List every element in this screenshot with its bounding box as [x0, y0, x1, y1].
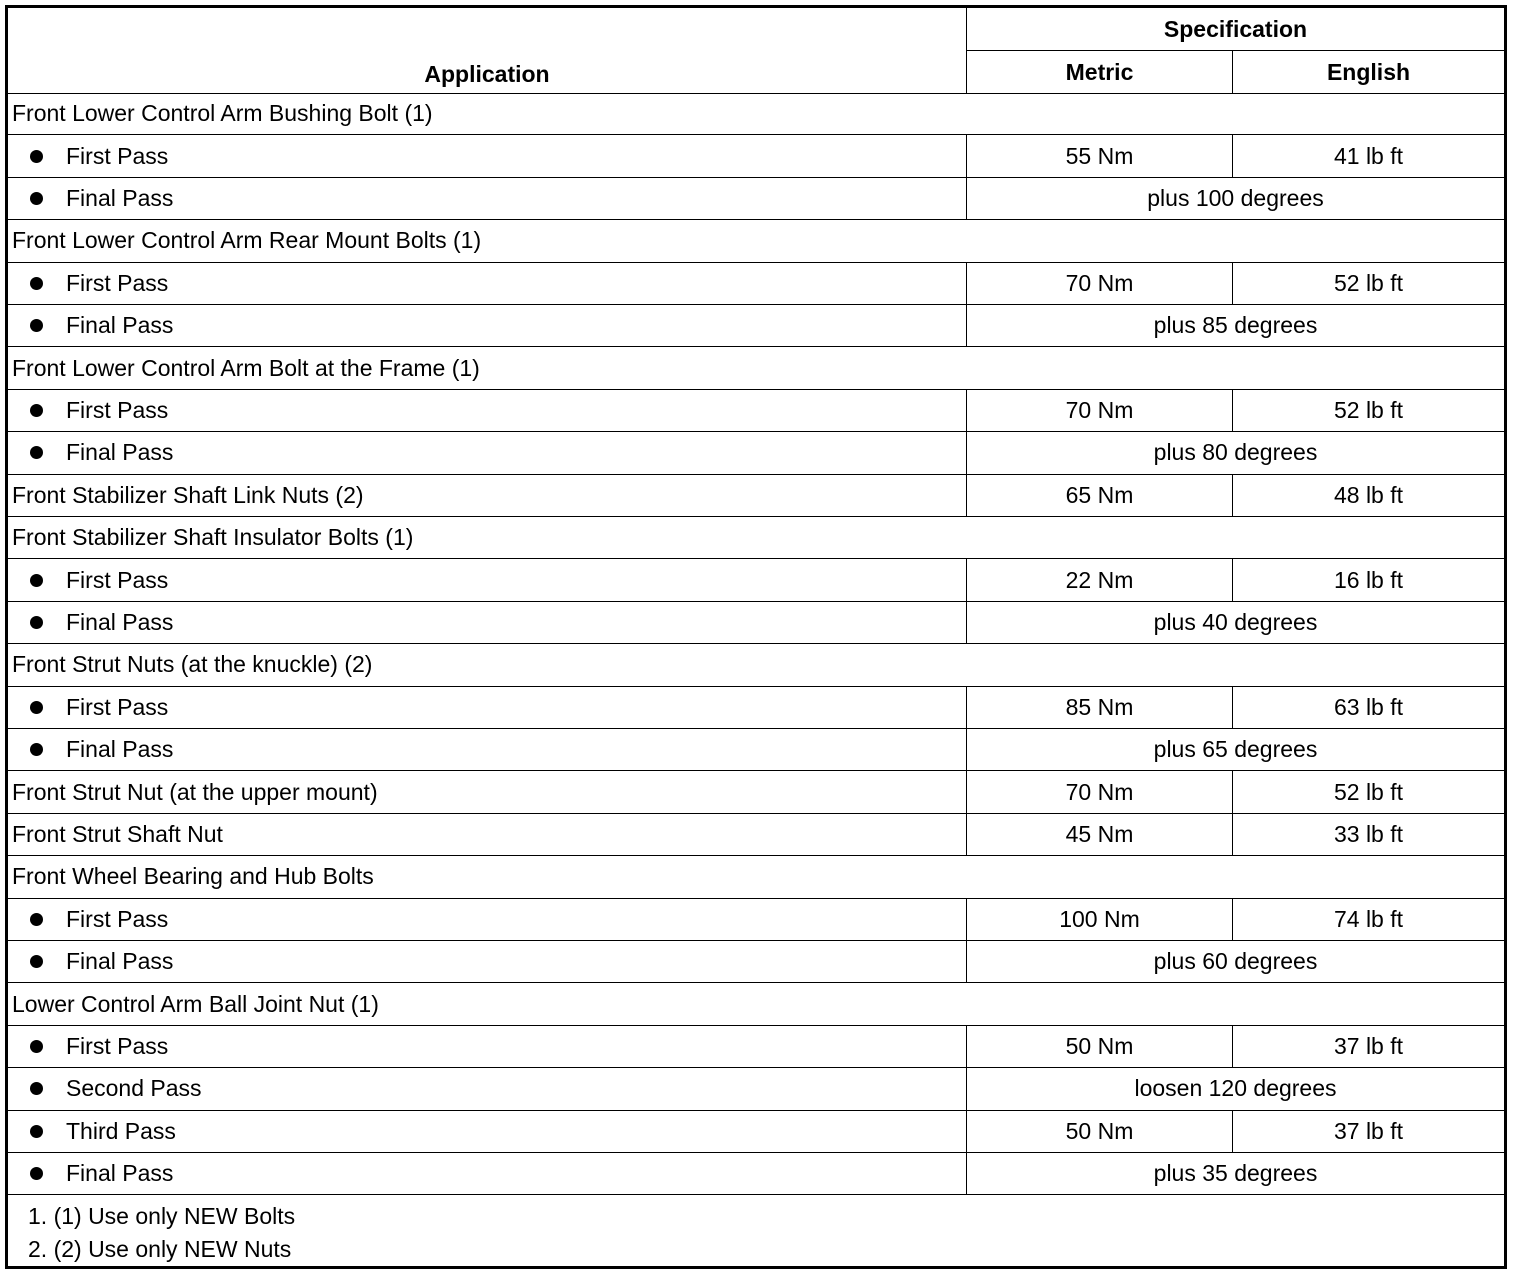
- bullet-icon: [30, 913, 43, 926]
- bullet-icon: [30, 404, 43, 417]
- application-label: First Pass: [66, 396, 169, 423]
- table-row: [8, 475, 1504, 517]
- application-label: Front Strut Shaft Nut: [12, 820, 223, 847]
- application-label: Second Pass: [66, 1075, 202, 1102]
- table-row: [8, 687, 1504, 729]
- application-label: First Pass: [66, 693, 169, 720]
- metric-value: 85 Nm: [966, 687, 1232, 728]
- application-label: Final Pass: [66, 312, 174, 339]
- application-label: Final Pass: [66, 1160, 174, 1187]
- application-cell: [8, 178, 966, 219]
- application-cell: [8, 263, 966, 304]
- metric-value: 50 Nm: [966, 1026, 1232, 1067]
- application-label: Final Pass: [66, 736, 174, 763]
- metric-value: 70 Nm: [966, 263, 1232, 304]
- english-value: 74 lb ft: [1232, 899, 1504, 940]
- table-row: [8, 263, 1504, 305]
- table-row: [8, 941, 1504, 983]
- table-row: [8, 220, 1504, 262]
- application-label: First Pass: [66, 566, 169, 593]
- application-cell: [8, 1153, 966, 1194]
- bullet-icon: [30, 701, 43, 714]
- application-label: Lower Control Arm Ball Joint Nut (1): [12, 990, 379, 1017]
- table-row: [8, 390, 1504, 432]
- application-label: Front Stabilizer Shaft Link Nuts (2): [12, 481, 364, 508]
- metric-value: 70 Nm: [966, 390, 1232, 431]
- application-cell: [8, 1026, 966, 1067]
- application-cell: [8, 305, 966, 346]
- table-row: [8, 305, 1504, 347]
- english-value: 48 lb ft: [1232, 475, 1504, 516]
- application-cell: [8, 220, 966, 261]
- application-cell: [8, 93, 966, 134]
- application-cell: [8, 644, 966, 685]
- spec-value: plus 65 degrees: [966, 729, 1504, 770]
- table-row: [8, 899, 1504, 941]
- spec-value: plus 80 degrees: [966, 432, 1504, 473]
- english-value: 37 lb ft: [1232, 1111, 1504, 1152]
- table-row: [8, 771, 1504, 813]
- application-cell: [8, 941, 966, 982]
- english-value: 33 lb ft: [1232, 814, 1504, 855]
- table-row: [8, 1026, 1504, 1068]
- metric-value: 55 Nm: [966, 135, 1232, 176]
- application-label: Front Lower Control Arm Rear Mount Bolts (1): [12, 227, 482, 254]
- application-cell: [8, 771, 966, 812]
- english-value: 63 lb ft: [1232, 687, 1504, 728]
- header-english: English: [1232, 51, 1504, 93]
- spec-value: loosen 120 degrees: [966, 1068, 1504, 1109]
- header-metric: Metric: [966, 51, 1232, 93]
- spec-value: plus 100 degrees: [966, 178, 1504, 219]
- application-label: Front Strut Nut (at the upper mount): [12, 778, 378, 805]
- application-cell: [8, 432, 966, 473]
- application-label: Final Pass: [66, 608, 174, 635]
- application-label: First Pass: [66, 142, 169, 169]
- application-cell: [8, 517, 966, 558]
- application-cell: [8, 1111, 966, 1152]
- table-row: [8, 814, 1504, 856]
- application-cell: [8, 559, 966, 600]
- table-row: [8, 1111, 1504, 1153]
- application-label: Front Strut Nuts (at the knuckle) (2): [12, 651, 373, 678]
- spec-value: plus 85 degrees: [966, 305, 1504, 346]
- header-specification: Specification: [966, 8, 1504, 51]
- table-row: [8, 135, 1504, 177]
- table-row: [8, 347, 1504, 389]
- bullet-icon: [30, 1167, 43, 1180]
- table-row: [8, 644, 1504, 686]
- application-label: Front Lower Control Arm Bolt at the Frame (1): [12, 354, 480, 381]
- bullet-icon: [30, 192, 43, 205]
- english-value: 52 lb ft: [1232, 390, 1504, 431]
- application-cell: [8, 475, 966, 516]
- metric-value: 45 Nm: [966, 814, 1232, 855]
- english-value: 52 lb ft: [1232, 263, 1504, 304]
- application-cell: [8, 602, 966, 643]
- application-cell: [8, 899, 966, 940]
- table-row: [8, 856, 1504, 898]
- bullet-icon: [30, 150, 43, 163]
- application-label: First Pass: [66, 269, 169, 296]
- bullet-icon: [30, 277, 43, 290]
- footnote: 1. (1) Use only NEW Bolts: [28, 1203, 296, 1230]
- spec-value: plus 60 degrees: [966, 941, 1504, 982]
- application-label: First Pass: [66, 905, 169, 932]
- metric-value: 50 Nm: [966, 1111, 1232, 1152]
- bullet-icon: [30, 1125, 43, 1138]
- application-cell: [8, 729, 966, 770]
- bullet-icon: [30, 446, 43, 459]
- table-row: [8, 602, 1504, 644]
- metric-value: 70 Nm: [966, 771, 1232, 812]
- table-row: [8, 729, 1504, 771]
- application-label: Front Lower Control Arm Bushing Bolt (1): [12, 100, 433, 127]
- application-label: First Pass: [66, 1032, 169, 1059]
- bullet-icon: [30, 1082, 43, 1095]
- table-row: [8, 1153, 1504, 1195]
- application-label: Final Pass: [66, 948, 174, 975]
- table-row: [8, 983, 1504, 1025]
- application-cell: [8, 856, 966, 897]
- spec-value: plus 40 degrees: [966, 602, 1504, 643]
- application-cell: [8, 1068, 966, 1109]
- application-label: Final Pass: [66, 439, 174, 466]
- table-row: [8, 178, 1504, 220]
- english-value: 41 lb ft: [1232, 135, 1504, 176]
- application-cell: [8, 347, 966, 388]
- application-cell: [8, 390, 966, 431]
- application-label: Front Wheel Bearing and Hub Bolts: [12, 863, 374, 890]
- table-header: [8, 8, 1504, 94]
- table-row: [8, 559, 1504, 601]
- bullet-icon: [30, 574, 43, 587]
- application-label: Third Pass: [66, 1117, 176, 1144]
- metric-value: 22 Nm: [966, 559, 1232, 600]
- table-row: [8, 517, 1504, 559]
- metric-value: 65 Nm: [966, 475, 1232, 516]
- metric-value: 100 Nm: [966, 899, 1232, 940]
- bullet-icon: [30, 743, 43, 756]
- english-value: 16 lb ft: [1232, 559, 1504, 600]
- table-row: [8, 432, 1504, 474]
- application-cell: [8, 814, 966, 855]
- bullet-icon: [30, 616, 43, 629]
- header-application: Application: [424, 61, 550, 87]
- table-row: [8, 93, 1504, 135]
- application-cell: [8, 687, 966, 728]
- bullet-icon: [30, 319, 43, 332]
- application-label: Front Stabilizer Shaft Insulator Bolts (1): [12, 524, 414, 551]
- application-label: Final Pass: [66, 184, 174, 211]
- bullet-icon: [30, 1040, 43, 1053]
- spec-value: plus 35 degrees: [966, 1153, 1504, 1194]
- english-value: 37 lb ft: [1232, 1026, 1504, 1067]
- footnote: 2. (2) Use only NEW Nuts: [28, 1236, 292, 1263]
- application-cell: [8, 983, 966, 1024]
- application-cell: [8, 135, 966, 176]
- table-row: [8, 1068, 1504, 1110]
- torque-spec-table: [5, 5, 1507, 1269]
- bullet-icon: [30, 955, 43, 968]
- english-value: 52 lb ft: [1232, 771, 1504, 812]
